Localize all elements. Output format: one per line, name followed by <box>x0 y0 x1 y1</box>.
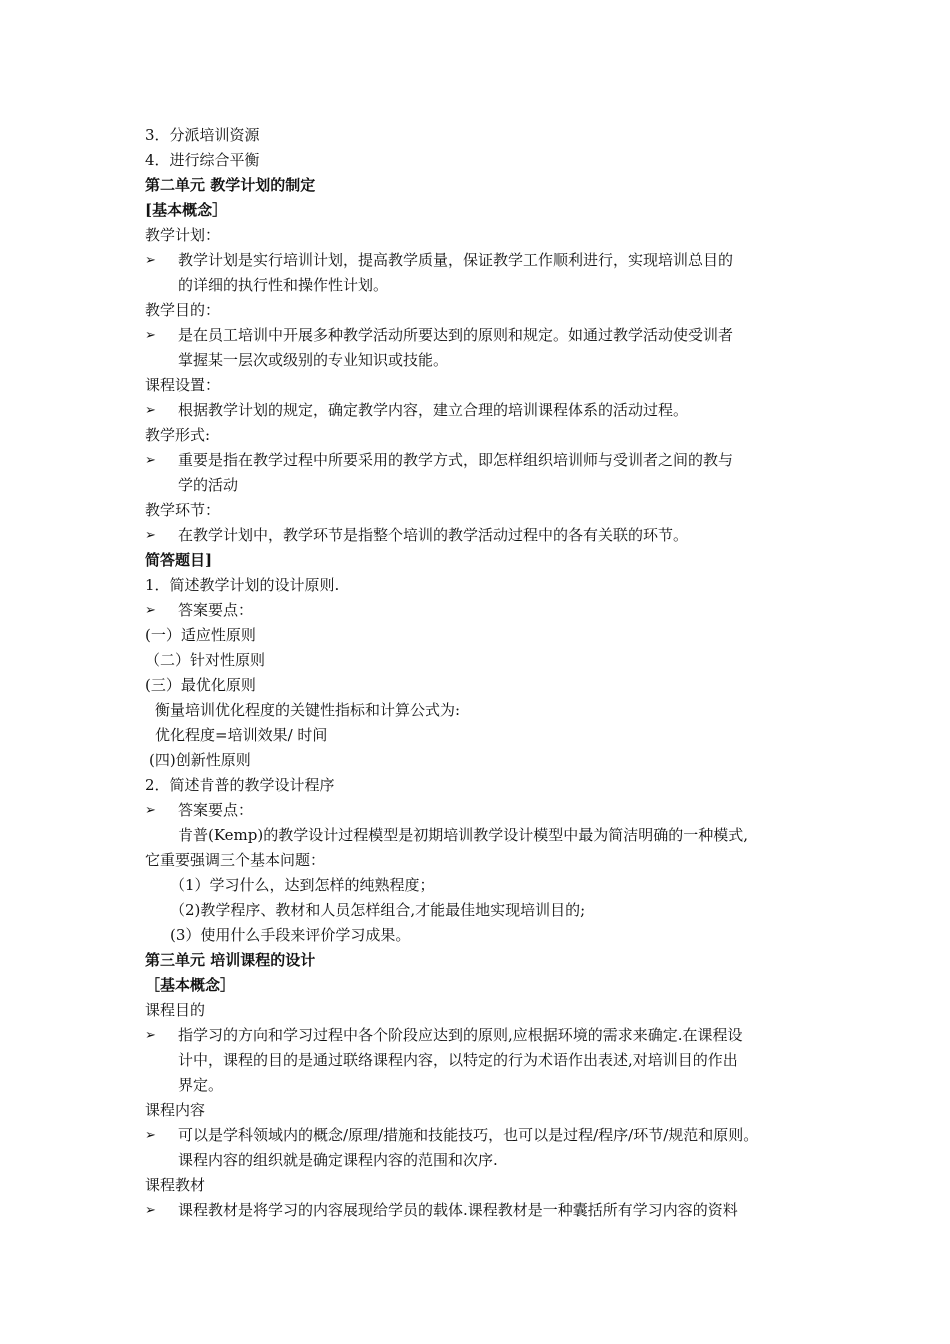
answer-item: （二）针对性原则 <box>145 651 266 669</box>
bullet-text: 答案要点： <box>178 601 254 619</box>
paragraph-line: 它重要强调三个基本问题： <box>145 851 326 869</box>
definition-bullet <box>145 448 825 498</box>
definition-bullet <box>145 1023 825 1098</box>
answer-item: (一）适应性原则 <box>145 626 256 644</box>
bullet-text: 可以是学科领域内的概念/原理/措施和技能技巧，也可以是过程/程序/环节/规范和原则。 <box>178 1126 759 1144</box>
definition-bullet <box>145 398 825 423</box>
term-label: 教学环节： <box>145 501 221 519</box>
arrowhead-bullet-icon: ➢ <box>145 1203 156 1218</box>
answer-bullet <box>145 598 825 623</box>
section-heading: [基本概念］ <box>145 201 228 219</box>
bullet-text: 是在员工培训中开展多种教学活动所要达到的原则和规定。如通过教学活动使受训者 <box>178 326 734 344</box>
formula: 优化程度=培训效果/ 时间 <box>155 726 328 744</box>
answer-item: (3）使用什么手段来评价学习成果。 <box>170 926 411 944</box>
bullet-text: 掌握某一层次或级别的专业知识或技能。 <box>178 351 449 369</box>
arrowhead-bullet-icon: ➢ <box>145 328 156 343</box>
arrowhead-bullet-icon: ➢ <box>145 1128 156 1143</box>
arrowhead-bullet-icon: ➢ <box>145 453 156 468</box>
bullet-text: 教学计划是实行培训计划，提高教学质量，保证教学工作顺利进行，实现培训总目的 <box>178 251 734 269</box>
definition-bullet <box>145 523 825 548</box>
bullet-text: 课程内容的组织就是确定课程内容的范围和次序. <box>178 1151 498 1169</box>
bullet-text: 的详细的执行性和操作性计划。 <box>178 276 389 294</box>
arrowhead-bullet-icon: ➢ <box>145 528 156 543</box>
bullet-text: 学的活动 <box>178 476 239 494</box>
section-heading: 简答题目] <box>145 551 213 569</box>
term-label: 课程教材 <box>145 1176 206 1194</box>
unit-heading: 第三单元 培训课程的设计 <box>145 951 316 969</box>
answer-item: (三）最优化原则 <box>145 676 256 694</box>
bullet-text: 计中，课程的目的是通过联络课程内容，以特定的行为术语作出表述,对培训目的作出 <box>178 1051 738 1069</box>
bullet-text: 答案要点： <box>178 801 254 819</box>
term-label: 课程设置： <box>145 376 221 394</box>
unit-heading: 第二单元 教学计划的制定 <box>145 176 316 194</box>
bullet-text: 界定。 <box>178 1076 224 1094</box>
section-heading: ［基本概念］ <box>145 976 236 994</box>
arrowhead-bullet-icon: ➢ <box>145 603 156 618</box>
answer-item: （1）学习什么，达到怎样的纯熟程度； <box>170 876 435 894</box>
question: 2．简述肯普的教学设计程序 <box>145 776 335 794</box>
question: 1．简述教学计划的设计原则. <box>145 576 340 594</box>
bullet-text: 根据教学计划的规定，确定教学内容，建立合理的培训课程体系的活动过程。 <box>178 401 689 419</box>
term-label: 教学计划： <box>145 226 221 244</box>
answer-bullet <box>145 798 825 823</box>
bullet-text: 在教学计划中，教学环节是指整个培训的教学活动过程中的各有关联的环节。 <box>178 526 689 544</box>
bullet-text: 重要是指在教学过程中所要采用的教学方式，即怎样组织培训师与受训者之间的教与 <box>178 451 734 469</box>
term-label: 教学目的： <box>145 301 221 319</box>
answer-note: 衡量培训优化程度的关键性指标和计算公式为: <box>155 701 461 719</box>
list-item: 3．分派培训资源 <box>145 126 260 144</box>
definition-bullet <box>145 1198 825 1223</box>
arrowhead-bullet-icon: ➢ <box>145 803 156 818</box>
definition-bullet <box>145 1123 825 1173</box>
bullet-text: 指学习的方向和学习过程中各个阶段应达到的原则,应根据环境的需求来确定.在课程设 <box>178 1026 743 1044</box>
arrowhead-bullet-icon: ➢ <box>145 403 156 418</box>
definition-bullet <box>145 248 825 298</box>
list-item: 4．进行综合平衡 <box>145 151 260 169</box>
answer-item: (四)创新性原则 <box>149 751 251 769</box>
term-label: 课程内容 <box>145 1101 206 1119</box>
arrowhead-bullet-icon: ➢ <box>145 253 156 268</box>
paragraph-line: 肯普(Kemp)的教学设计过程模型是初期培训教学设计模型中最为简洁明确的一种模式, <box>178 826 748 844</box>
arrowhead-bullet-icon: ➢ <box>145 1028 156 1043</box>
term-label: 课程目的 <box>145 1001 206 1019</box>
answer-item: （2)教学程序、教材和人员怎样组合,才能最佳地实现培训目的; <box>170 901 586 919</box>
definition-bullet <box>145 323 825 373</box>
document-body <box>145 123 825 1223</box>
bullet-text: 课程教材是将学习的内容展现给学员的载体.课程教材是一种囊括所有学习内容的资料 <box>178 1201 738 1219</box>
term-label: 教学形式: <box>145 426 211 444</box>
